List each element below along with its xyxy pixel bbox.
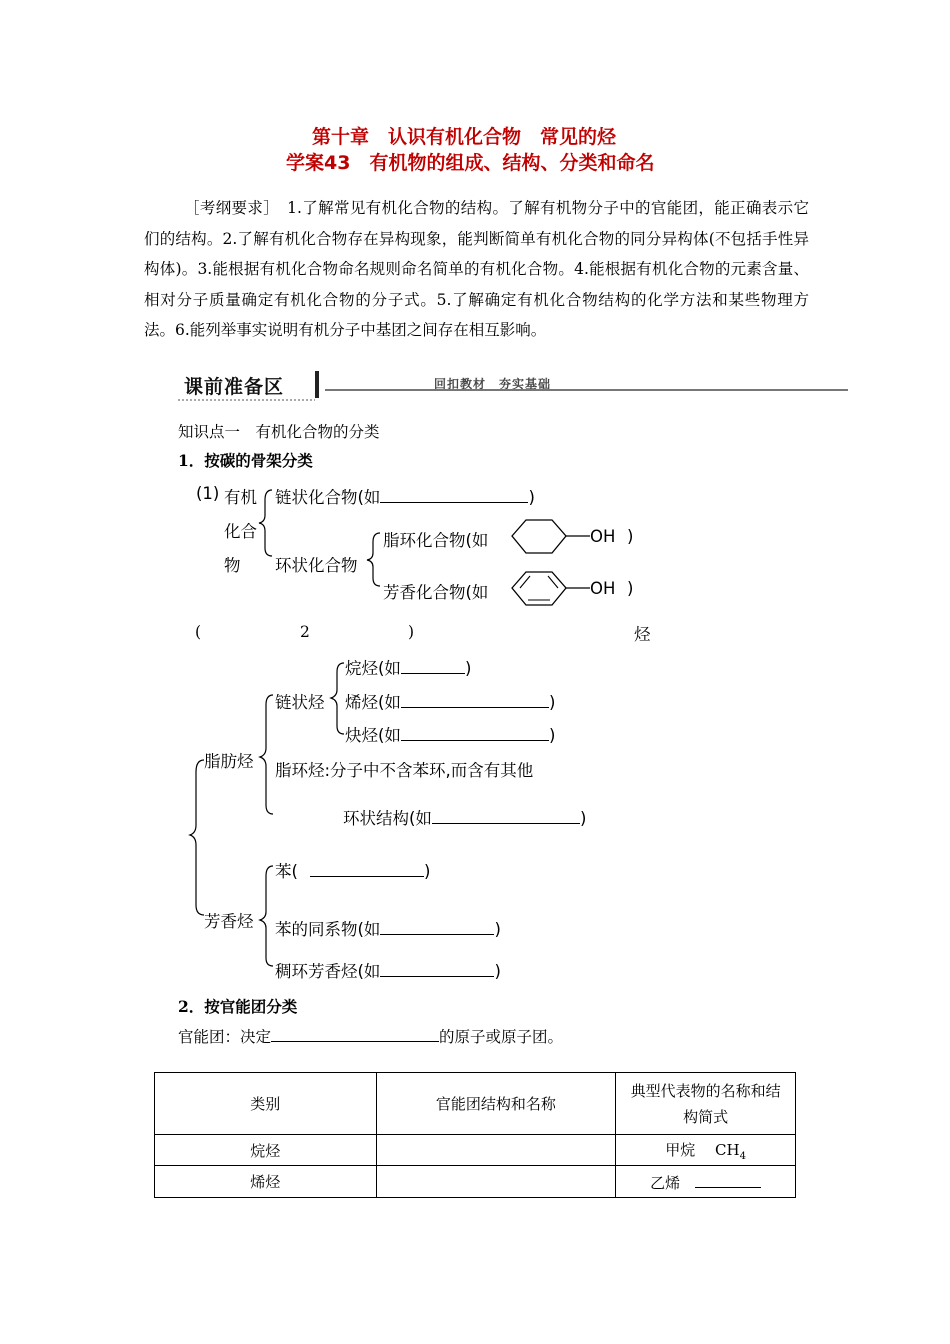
d1-ring: 环状化合物	[275, 556, 358, 575]
section-header-title: 课前准备区	[184, 376, 285, 398]
table-cell-group	[376, 1135, 616, 1166]
table-row	[155, 1135, 796, 1166]
table-header: 典型代表物的名称和结构简式	[616, 1073, 796, 1135]
d1-label-a: 有机	[224, 488, 257, 507]
item1-heading: 1．按碳的骨架分类	[178, 451, 313, 470]
d2-benzene-close: )	[423, 862, 431, 881]
d2-ring-structure-close: )	[579, 809, 587, 828]
d2-brace-chain	[331, 663, 344, 734]
table-cell-example	[616, 1135, 796, 1166]
knowledge-point-heading: 知识点一 有机化合物的分类	[178, 423, 380, 441]
table-row	[155, 1166, 796, 1198]
table-header-row	[155, 1073, 796, 1135]
example-name: 乙烯	[650, 1173, 681, 1192]
d1-alicyclic: 脂环化合物(如	[383, 531, 489, 550]
d2-brace-aromatic	[260, 866, 273, 966]
d2-alkyne-label: 炔烃(如	[345, 726, 401, 745]
d1-label-b: 化合	[224, 522, 257, 541]
d2-fused-close: )	[494, 962, 501, 981]
example-formula-sub: 4	[739, 1150, 746, 1162]
d1-close1: )	[627, 527, 634, 546]
d1-label-c: 物	[224, 556, 241, 575]
d2-cycloalkane: 脂环烃:分子中不含苯环,而含有其他	[275, 761, 534, 780]
table-cell-category: 烷烃	[155, 1135, 377, 1166]
d2-open: (	[195, 623, 202, 641]
item2-heading: 2．按官能团分类	[178, 997, 298, 1016]
example-formula: CH	[715, 1140, 740, 1159]
exam-requirements: ［考纲要求］ 1.了解常见有机化合物的结构。了解有机物分子中的官能团，能正确表示它们的结构。2.了解有机化合物存在异构现象，能判断简单有机化合物的同分异构体(不包括手性异构体)。3.能根据有机化合物命名规则命名简单的有机化合物。4.能根据有机化合物的元素含量、相对分子质量确定有机化合物的分子式。5.了解确定有机化合物结构的化学方法和某些物理方法。6.能列举事实说明有机分子中基团之间存在相互影响。	[144, 199, 809, 339]
d1-aromatic: 芳香化合物(如	[383, 583, 489, 602]
d2-alkane-close: )	[464, 659, 472, 678]
d2-num: 2	[300, 623, 310, 641]
example-name: 甲烷	[665, 1140, 696, 1159]
d1-paren: (1)	[196, 484, 220, 503]
table-cell-example	[616, 1166, 796, 1198]
table-cell-group	[376, 1166, 616, 1198]
table-header: 类别	[155, 1073, 377, 1135]
d2-aliphatic: 脂肪烃	[204, 752, 254, 771]
example-blank	[695, 1171, 761, 1188]
d2-homologue-label: 苯的同系物(如	[275, 920, 381, 939]
d2-hydrocarbon: 烃	[634, 625, 651, 644]
d1-chain-close: )	[528, 488, 535, 507]
d1-chain-label: 链状化合物(如	[275, 488, 381, 507]
d2-ring-structure-label: 环状结构(如	[343, 809, 432, 828]
d2-chain-hc: 链状烃	[275, 693, 325, 712]
table-cell-category: 烯烃	[155, 1166, 377, 1198]
d2-benzene-label: 苯(	[275, 862, 298, 881]
d2-aromatic-hc: 芳香烃	[204, 912, 254, 931]
d1-close2: )	[627, 579, 634, 598]
chapter-title: 第十章 认识有机化合物 常见的烃	[312, 126, 617, 148]
lesson-title: 学案43 有机物的组成、结构、分类和命名	[286, 152, 655, 174]
d2-brace-outer	[190, 760, 204, 915]
functional-group-suffix: 的原子或原子团。	[439, 1028, 564, 1046]
functional-group-table	[154, 1072, 796, 1198]
table-header: 官能团结构和名称	[376, 1073, 616, 1135]
d2-fused-label: 稠环芳香烃(如	[275, 962, 381, 981]
d2-brace-aliphatic	[260, 695, 273, 814]
section-header-subtitle: 回扣教材 夯实基础	[434, 377, 552, 391]
d2-alkene-close: )	[548, 693, 556, 712]
functional-group-def	[178, 1025, 563, 1047]
d2-alkene-label: 烯烃(如	[345, 693, 401, 712]
functional-group-prefix: 官能团：决定	[178, 1028, 272, 1046]
d2-alkane-label: 烷烃(如	[345, 659, 401, 678]
d2-alkyne-close: )	[548, 726, 556, 745]
d1-oh2: OH	[590, 579, 616, 598]
functional-group-blank	[271, 1025, 439, 1042]
d2-close: )	[408, 623, 415, 641]
d2-homologue-close: )	[494, 920, 501, 939]
d1-oh1: OH	[590, 527, 616, 546]
